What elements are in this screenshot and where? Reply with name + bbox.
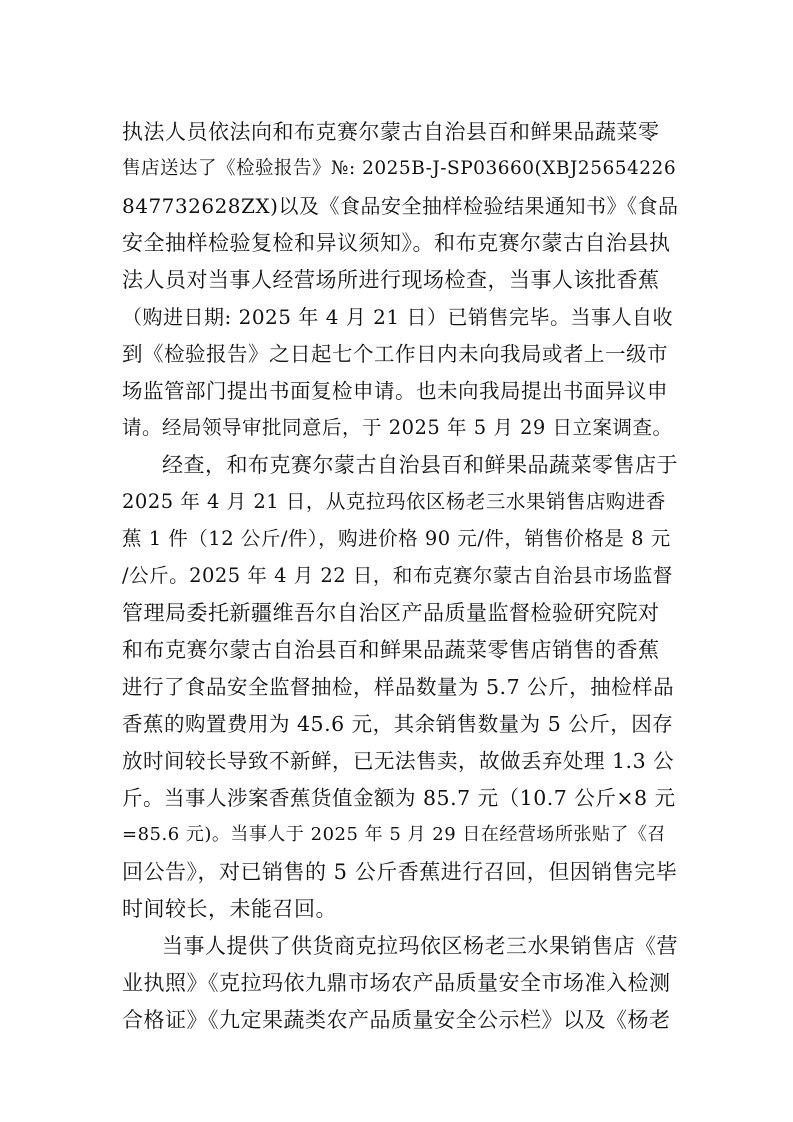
text-line: 管理局委托新疆维吾尔自治区产品质量监督检验研究院对 [122,601,660,625]
text-line: 和布克赛尔蒙古自治县百和鲜果品蔬菜零售店销售的香蕉 [122,638,660,662]
text-line: 时间较长，未能召回。 [122,897,337,921]
text-line: 执法人员依法向和布克赛尔蒙古自治县百和鲜果品蔬菜零 [122,120,660,144]
text-line: 蕉 1 件（12 公斤/件），购进价格 90 元/件，销售价格是 8 元 [122,527,671,550]
text-line: 法人员对当事人经营场所进行现场检查，当事人该批香蕉 [122,268,660,292]
text-line: =85.6 元)。当事人于 2025 年 5 月 29 日在经营场所张贴了《召 [122,824,666,845]
text-line: 业执照》《克拉玛依九鼎市场农产品质量安全市场准入检测 [122,971,671,995]
text-line: （购进日期: 2025 年 4 月 21 日）已销售完毕。当事人自收 [122,305,673,329]
text-line: /公斤。2025 年 4 月 22 日，和布克赛尔蒙古自治县市场监督 [122,564,673,587]
text-line: 2025 年 4 月 21 日，从克拉玛依区杨老三水果销售店购进香 [122,490,666,513]
text-line: 售店送达了《检验报告》№: 2025B-J-SP03660(XBJ25654226 [122,158,677,179]
paragraph-start-line: 经查，和布克赛尔蒙古自治县百和鲜果品蔬菜零售店于 [162,453,678,477]
text-line: 合格证》《九定果蔬类农产品质量安全公示栏》以及《杨老 [122,1008,671,1032]
text-line: 安全抽样检验复检和异议须知》。和布克赛尔蒙古自治县执 [122,231,671,255]
paragraph-start-line: 当事人提供了供货商克拉玛依区杨老三水果销售店《营 [162,934,678,958]
text-line: 进行了食品安全监督抽检，样品数量为 5.7 公斤，抽检样品 [122,675,675,699]
text-line: 斤。当事人涉案香蕉货值金额为 85.7 元（10.7 公斤×8 元 [122,786,676,810]
text-line: 请。经局领导审批同意后，于 2025 年 5 月 29 日立案调查。 [122,416,673,439]
text-line: 847732628ZX)以及《食品安全抽样检验结果通知书》《食品 [122,194,679,218]
text-line: 香蕉的购置费用为 45.6 元，其余销售数量为 5 公斤，因存 [122,712,674,736]
text-line: 放时间较长导致不新鲜，已无法售卖，故做丢弃处理 1.3 公 [122,749,675,773]
text-line: 回公告》，对已销售的 5 公斤香蕉进行召回，但因销售完毕 [122,860,678,884]
text-line: 到《检验报告》之日起七个工作日内未向我局或者上一级市 [122,342,668,366]
text-line: 场监管部门提出书面复检申请。也未向我局提出书面异议申 [122,379,668,403]
